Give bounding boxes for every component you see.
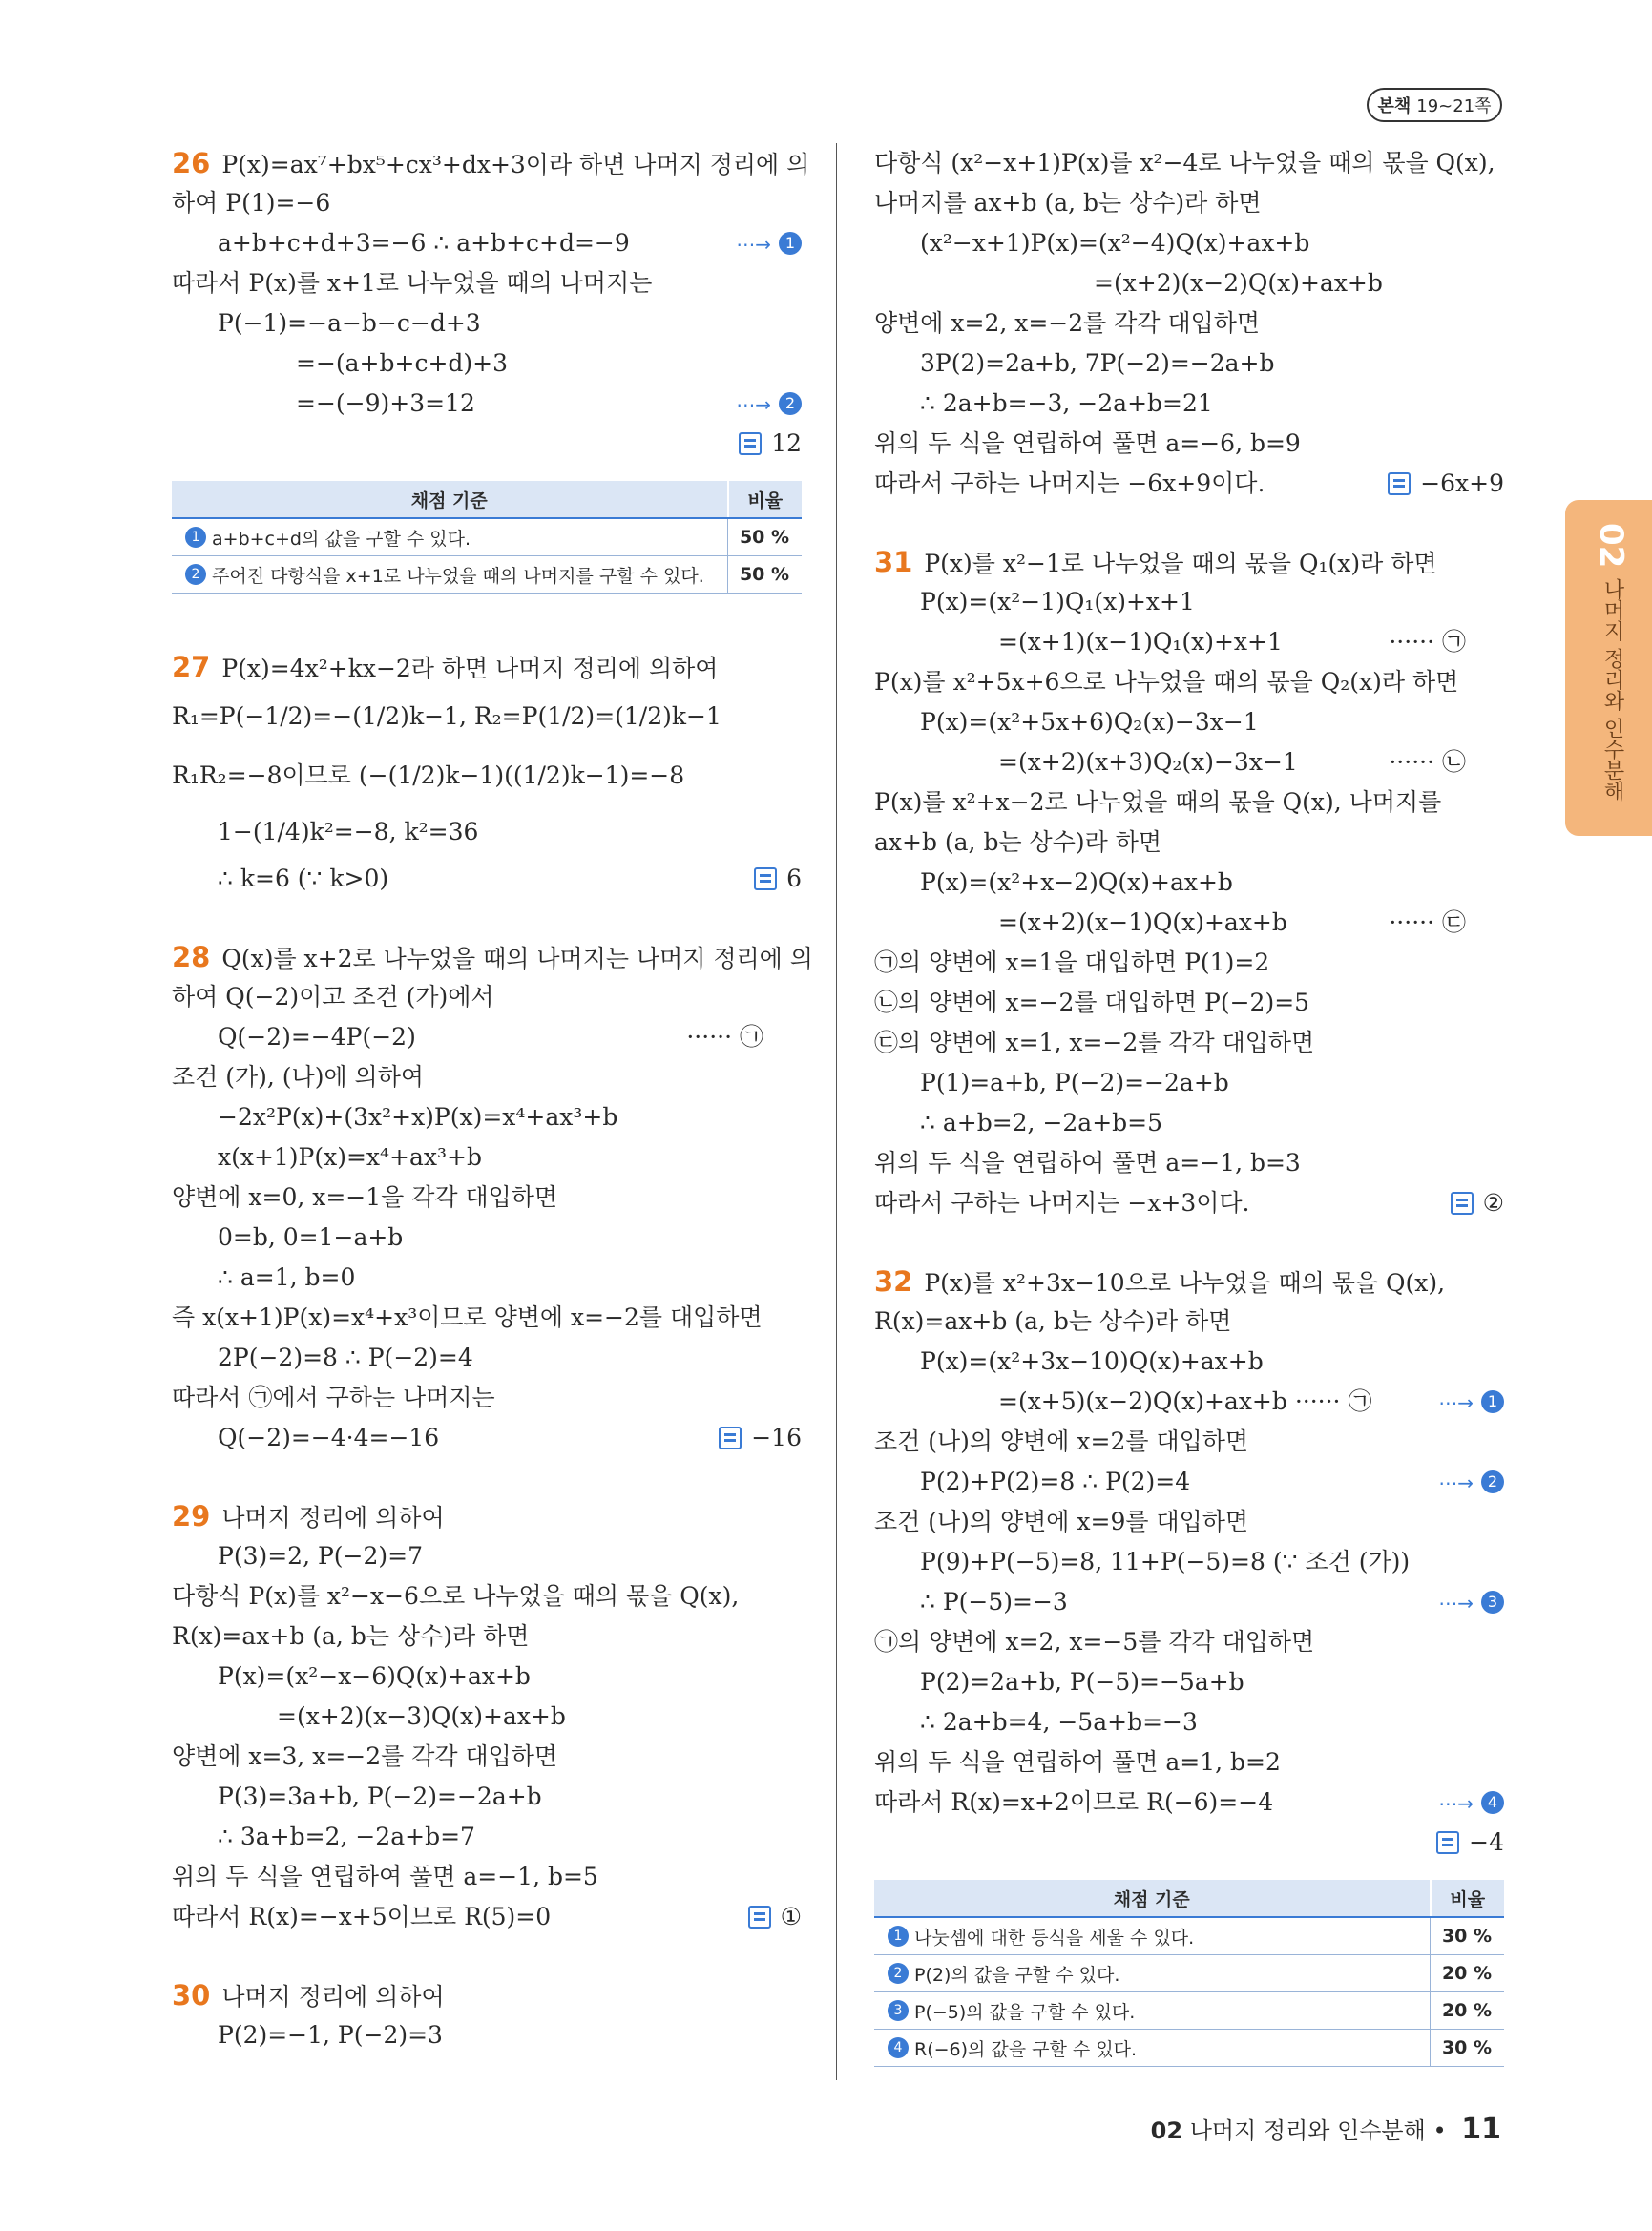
grading-row: 4 R(−6)의 값을 구할 수 있다. 30 % — [874, 2030, 1504, 2067]
problem-text: R(x)=ax+b (a, b는 상수)라 하면 — [874, 1307, 1232, 1335]
page-footer — [1151, 2112, 1501, 2146]
equation: P(3)=3a+b, P(−2)=−2a+b — [218, 1783, 542, 1810]
equation: P(x)=(x²+5x+6)Q₂(x)−3x−1 — [920, 708, 1259, 736]
arrow-icon: ⋯→ — [1438, 1792, 1474, 1815]
equation: =(x+2)(x+3)Q₂(x)−3x−1 — [998, 748, 1298, 776]
problem-31 — [874, 542, 1504, 1223]
answer: 12 — [739, 424, 802, 464]
equation: ∴ P(−5)=−3 — [920, 1588, 1068, 1616]
answer-icon — [1388, 472, 1411, 495]
ratio-header: 비율 — [728, 481, 803, 518]
step-marker: 3 — [1481, 1591, 1504, 1614]
equation: P(3)=2, P(−2)=7 — [218, 1542, 424, 1570]
equation: =(x+2)(x−2)Q(x)+ax+b — [1094, 269, 1383, 297]
problem-text: ㉡의 양변에 x=−2를 대입하면 P(−2)=5 — [874, 989, 1310, 1016]
problem-number: 31 — [874, 546, 913, 578]
arrow-icon: ⋯→ — [1438, 1592, 1474, 1615]
step-marker: 4 — [1481, 1791, 1504, 1814]
problem-number: 30 — [172, 1979, 211, 2012]
equation: P(x)=(x²+x−2)Q(x)+ax+b — [920, 868, 1233, 896]
badge-book-label: 본책 — [1377, 96, 1412, 116]
equation: 2P(−2)=8 ∴ P(−2)=4 — [218, 1344, 473, 1371]
answer: −4 — [1436, 1823, 1504, 1863]
equation: ∴ a+b=2, −2a+b=5 — [920, 1109, 1163, 1136]
equation: R₁=P(−1/2)=−(1/2)k−1, R₂=P(1/2)=(1/2)k−1 — [172, 702, 721, 730]
problem-text: 양변에 x=0, x=−1을 각각 대입하면 — [172, 1183, 558, 1211]
problem-30-continued — [874, 143, 1504, 504]
problem-text: ax+b (a, b는 상수)라 하면 — [874, 828, 1162, 856]
equation: P(9)+P(−5)=8, 11+P(−5)=8 (∵ 조건 (가)) — [920, 1548, 1411, 1575]
arrow-icon: ⋯→ — [1438, 1471, 1474, 1494]
step-marker: 2 — [185, 564, 206, 585]
answer: 6 — [754, 859, 802, 899]
equation: =(x+2)(x−3)Q(x)+ax+b — [277, 1702, 566, 1730]
grading-header: 채점 기준 — [172, 481, 728, 518]
problem-text: P(x)를 x²+3x−10으로 나누었을 때의 몫을 Q(x), — [924, 1269, 1446, 1297]
step-marker: 2 — [779, 392, 802, 415]
textbook-page-badge — [1367, 88, 1502, 122]
equation: ∴ 2a+b=−3, −2a+b=21 — [920, 389, 1213, 417]
problem-text: R(x)=ax+b (a, b는 상수)라 하면 — [172, 1622, 530, 1650]
problem-text: 따라서 구하는 나머지는 −6x+9이다. — [874, 469, 1265, 497]
grading-row: 1 나눗셈에 대한 등식을 세울 수 있다. 30 % — [874, 1917, 1504, 1955]
arrow-icon: ⋯→ — [736, 393, 772, 416]
right-column — [874, 143, 1504, 2067]
equation-tag: ······ ㉠ — [686, 1023, 763, 1051]
problem-text: ㉢의 양변에 x=1, x=−2를 각각 대입하면 — [874, 1029, 1315, 1056]
column-divider — [836, 143, 837, 2080]
equation: P(2)+P(2)=8 ∴ P(2)=4 — [920, 1468, 1191, 1495]
equation: ∴ 2a+b=4, −5a+b=−3 — [920, 1708, 1198, 1736]
equation: a+b+c+d+3=−6 ∴ a+b+c+d=−9 — [218, 229, 630, 257]
answer-icon — [1451, 1192, 1474, 1215]
ratio-header: 비율 — [1431, 1880, 1505, 1917]
equation: ∴ 3a+b=2, −2a+b=7 — [218, 1823, 475, 1850]
equation: −2x²P(x)+(3x²+x)P(x)=x⁴+ax³+b — [218, 1103, 618, 1131]
problem-text: 따라서 ㉠에서 구하는 나머지는 — [172, 1384, 495, 1411]
step-marker: 4 — [888, 2037, 909, 2058]
equation: =−(a+b+c+d)+3 — [296, 349, 509, 377]
equation: P(2)=−1, P(−2)=3 — [218, 2021, 443, 2049]
page-number: 11 — [1461, 2113, 1501, 2146]
answer: −6x+9 — [1388, 464, 1504, 504]
problem-number: 29 — [172, 1500, 211, 1533]
problem-text: 조건 (가), (나)에 의하여 — [172, 1063, 425, 1091]
grading-table — [172, 481, 802, 594]
problem-text: 양변에 x=2, x=−2를 각각 대입하면 — [874, 309, 1261, 337]
equation-tag: ······ ㉢ — [1389, 908, 1466, 936]
problem-text: 나머지를 ax+b (a, b는 상수)라 하면 — [874, 189, 1262, 217]
step-marker: 1 — [888, 1926, 909, 1947]
equation: 3P(2)=2a+b, 7P(−2)=−2a+b — [920, 349, 1275, 377]
equation: Q(−2)=−4P(−2) — [218, 1023, 416, 1051]
problem-text: 따라서 구하는 나머지는 −x+3이다. — [874, 1189, 1250, 1217]
side-tab-chapter-title: 나머지 정리와 인수분해 — [1600, 578, 1624, 802]
step-marker: 1 — [1481, 1390, 1504, 1413]
problem-text: 즉 x(x+1)P(x)=x⁴+x³이므로 양변에 x=−2를 대입하면 — [172, 1303, 763, 1331]
equation-tag: ······ ㉡ — [1389, 748, 1466, 776]
chapter-side-tab — [1565, 500, 1652, 836]
problem-text: ㉠의 양변에 x=1을 대입하면 P(1)=2 — [874, 949, 1270, 976]
equation: ∴ a=1, b=0 — [218, 1263, 356, 1291]
problem-text: 하여 P(1)=−6 — [172, 189, 331, 217]
equation-tag: ······ ㉠ — [1389, 628, 1466, 656]
answer: ② — [1451, 1183, 1504, 1223]
left-column — [172, 143, 813, 2055]
problem-30 — [172, 1975, 802, 2055]
problem-text: P(x)를 x²−1로 나누었을 때의 몫을 Q₁(x)라 하면 — [924, 550, 1437, 577]
answer-icon — [1436, 1831, 1459, 1854]
problem-26 — [172, 143, 810, 594]
equation: 1−(1/4)k²=−8, k²=36 — [218, 818, 479, 845]
equation: =(x+1)(x−1)Q₁(x)+x+1 — [998, 628, 1283, 656]
problem-text: P(x)=4x²+kx−2라 하면 나머지 정리에 의하여 — [221, 655, 719, 682]
problem-text: 조건 (나)의 양변에 x=9를 대입하면 — [874, 1508, 1249, 1535]
answer: −16 — [719, 1418, 802, 1458]
equation: ∴ k=6 (∵ k>0) — [218, 865, 389, 892]
problem-number: 32 — [874, 1265, 913, 1298]
equation: P(−1)=−a−b−c−d+3 — [218, 309, 481, 337]
problem-text: Q(x)를 x+2로 나누었을 때의 나머지는 나머지 정리에 의 — [221, 945, 813, 972]
grading-row: 3 P(−5)의 값을 구할 수 있다. 20 % — [874, 1992, 1504, 2030]
problem-text: ㉠의 양변에 x=2, x=−5를 각각 대입하면 — [874, 1628, 1315, 1656]
equation: Q(−2)=−4·4=−16 — [218, 1424, 440, 1451]
equation: P(x)=(x²−x−6)Q(x)+ax+b — [218, 1662, 531, 1690]
problem-27 — [172, 647, 802, 899]
step-marker: 3 — [888, 2000, 909, 2021]
problem-text: 따라서 R(x)=−x+5이므로 R(5)=0 — [172, 1903, 552, 1930]
grading-row: 2 주어진 다항식을 x+1로 나누었을 때의 나머지를 구할 수 있다. 50 % — [172, 556, 802, 594]
badge-pages: 19~21쪽 — [1416, 96, 1492, 116]
grading-header: 채점 기준 — [874, 1880, 1431, 1917]
equation: (x²−x+1)P(x)=(x²−4)Q(x)+ax+b — [920, 229, 1310, 257]
problem-text: 위의 두 식을 연립하여 풀면 a=1, b=2 — [874, 1748, 1281, 1776]
problem-text: 조건 (나)의 양변에 x=2를 대입하면 — [874, 1428, 1249, 1455]
step-marker: 1 — [779, 232, 802, 255]
footer-chapter-number: 02 — [1150, 2117, 1183, 2144]
problem-text: 나머지 정리에 의하여 — [221, 1983, 445, 2011]
answer: ① — [748, 1897, 802, 1937]
arrow-icon: ⋯→ — [1438, 1391, 1474, 1414]
equation: R₁R₂=−8이므로 (−(1/2)k−1)((1/2)k−1)=−8 — [172, 761, 685, 789]
problem-text: 따라서 P(x)를 x+1로 나누었을 때의 나머지는 — [172, 269, 653, 297]
arrow-icon: ⋯→ — [736, 233, 772, 256]
step-marker: 2 — [888, 1963, 909, 1984]
problem-28 — [172, 937, 813, 1458]
problem-text: 위의 두 식을 연립하여 풀면 a=−6, b=9 — [874, 429, 1301, 457]
problem-text: 하여 Q(−2)이고 조건 (가)에서 — [172, 983, 494, 1011]
answer-icon — [748, 1906, 771, 1929]
footer-title: 나머지 정리와 인수분해 — [1189, 2117, 1426, 2144]
grading-table — [874, 1880, 1504, 2067]
equation: 0=b, 0=1−a+b — [218, 1223, 404, 1251]
answer-icon — [739, 432, 762, 455]
equation: =(x+5)(x−2)Q(x)+ax+b ······ ㉠ — [998, 1387, 1372, 1415]
problem-text: 다항식 (x²−x+1)P(x)를 x²−4로 나누었을 때의 몫을 Q(x), — [874, 149, 1495, 177]
equation: =−(−9)+3=12 — [296, 389, 475, 417]
problem-29 — [172, 1496, 802, 1937]
answer-icon — [719, 1427, 742, 1449]
equation: x(x+1)P(x)=x⁴+ax³+b — [218, 1143, 482, 1171]
problem-text: P(x)=ax⁷+bx⁵+cx³+dx+3이라 하면 나머지 정리에 의 — [221, 151, 810, 178]
problem-text: 다항식 P(x)를 x²−x−6으로 나누었을 때의 몫을 Q(x), — [172, 1582, 740, 1610]
bullet-icon: • — [1432, 2117, 1447, 2144]
answer-icon — [754, 867, 777, 890]
equation: P(2)=2a+b, P(−5)=−5a+b — [920, 1668, 1244, 1696]
side-tab-chapter-number: 02 — [1592, 523, 1630, 569]
problem-text: 따라서 R(x)=x+2이므로 R(−6)=−4 — [874, 1788, 1274, 1816]
problem-text: 위의 두 식을 연립하여 풀면 a=−1, b=5 — [172, 1863, 598, 1890]
problem-32 — [874, 1261, 1504, 2067]
problem-text: 나머지 정리에 의하여 — [221, 1504, 445, 1532]
problem-number: 28 — [172, 941, 211, 973]
equation: P(x)=(x²−1)Q₁(x)+x+1 — [920, 588, 1195, 615]
equation: P(x)=(x²+3x−10)Q(x)+ax+b — [920, 1347, 1264, 1375]
equation: P(1)=a+b, P(−2)=−2a+b — [920, 1069, 1229, 1096]
step-marker: 1 — [185, 527, 206, 548]
equation: =(x+2)(x−1)Q(x)+ax+b — [998, 908, 1287, 936]
problem-text: 양변에 x=3, x=−2를 각각 대입하면 — [172, 1742, 558, 1770]
problem-text: P(x)를 x²+5x+6으로 나누었을 때의 몫을 Q₂(x)라 하면 — [874, 668, 1459, 696]
problem-text: P(x)를 x²+x−2로 나누었을 때의 몫을 Q(x), 나머지를 — [874, 788, 1442, 816]
problem-number: 27 — [172, 651, 211, 683]
problem-number: 26 — [172, 147, 211, 179]
grading-row: 1 a+b+c+d의 값을 구할 수 있다. 50 % — [172, 518, 802, 556]
grading-row: 2 P(2)의 값을 구할 수 있다. 20 % — [874, 1955, 1504, 1992]
step-marker: 2 — [1481, 1470, 1504, 1493]
problem-text: 위의 두 식을 연립하여 풀면 a=−1, b=3 — [874, 1149, 1301, 1177]
